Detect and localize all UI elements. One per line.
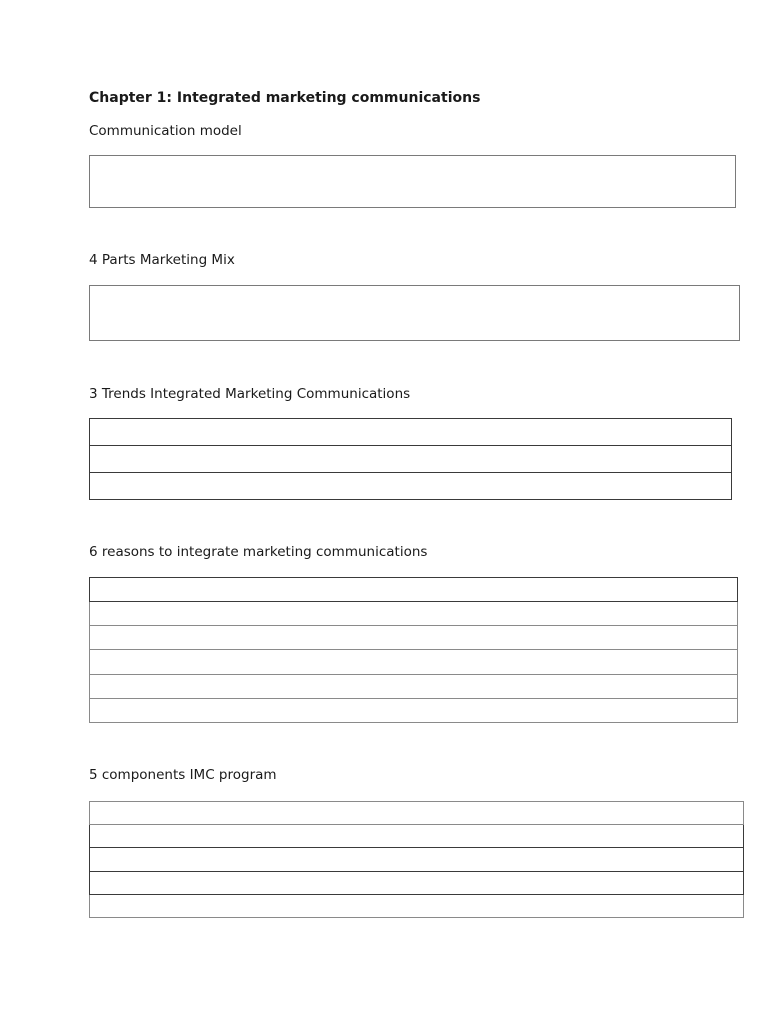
table-row <box>90 446 732 473</box>
section-label-marketing-mix: 4 Parts Marketing Mix <box>89 252 235 268</box>
answer-cell[interactable] <box>90 602 738 626</box>
answer-table-integration-reasons <box>89 577 738 723</box>
table-row <box>90 602 738 626</box>
table-row <box>90 674 738 698</box>
section-label-integration-reasons: 6 reasons to integrate marketing communications <box>89 544 428 560</box>
section-label-communication-model: Communication model <box>89 123 242 139</box>
table-row <box>90 626 738 650</box>
answer-cell[interactable] <box>90 473 732 500</box>
table-row <box>90 473 732 500</box>
answer-box-communication-model[interactable] <box>89 155 736 208</box>
section-label-imc-trends: 3 Trends Integrated Marketing Communications <box>89 386 411 402</box>
answer-cell[interactable] <box>90 871 744 894</box>
table-row <box>90 825 744 848</box>
table-row <box>90 698 738 722</box>
answer-cell[interactable] <box>90 802 744 825</box>
table-row <box>90 894 744 917</box>
answer-table-imc-components <box>89 801 744 918</box>
answer-cell[interactable] <box>90 848 744 871</box>
answer-cell[interactable] <box>90 698 738 722</box>
table-row <box>90 419 732 446</box>
answer-box-marketing-mix[interactable] <box>89 285 740 341</box>
answer-cell[interactable] <box>90 650 738 674</box>
answer-table-imc-trends <box>89 418 732 500</box>
table-row <box>90 871 744 894</box>
answer-cell[interactable] <box>90 626 738 650</box>
answer-cell[interactable] <box>90 894 744 917</box>
answer-cell[interactable] <box>90 419 732 446</box>
answer-cell[interactable] <box>90 674 738 698</box>
page-title: Chapter 1: Integrated marketing communications <box>89 90 481 106</box>
section-label-imc-components: 5 components IMC program <box>89 767 277 783</box>
table-row <box>90 802 744 825</box>
answer-cell[interactable] <box>90 446 732 473</box>
answer-cell[interactable] <box>90 578 738 602</box>
table-row <box>90 650 738 674</box>
table-row <box>90 578 738 602</box>
answer-cell[interactable] <box>90 825 744 848</box>
table-row <box>90 848 744 871</box>
